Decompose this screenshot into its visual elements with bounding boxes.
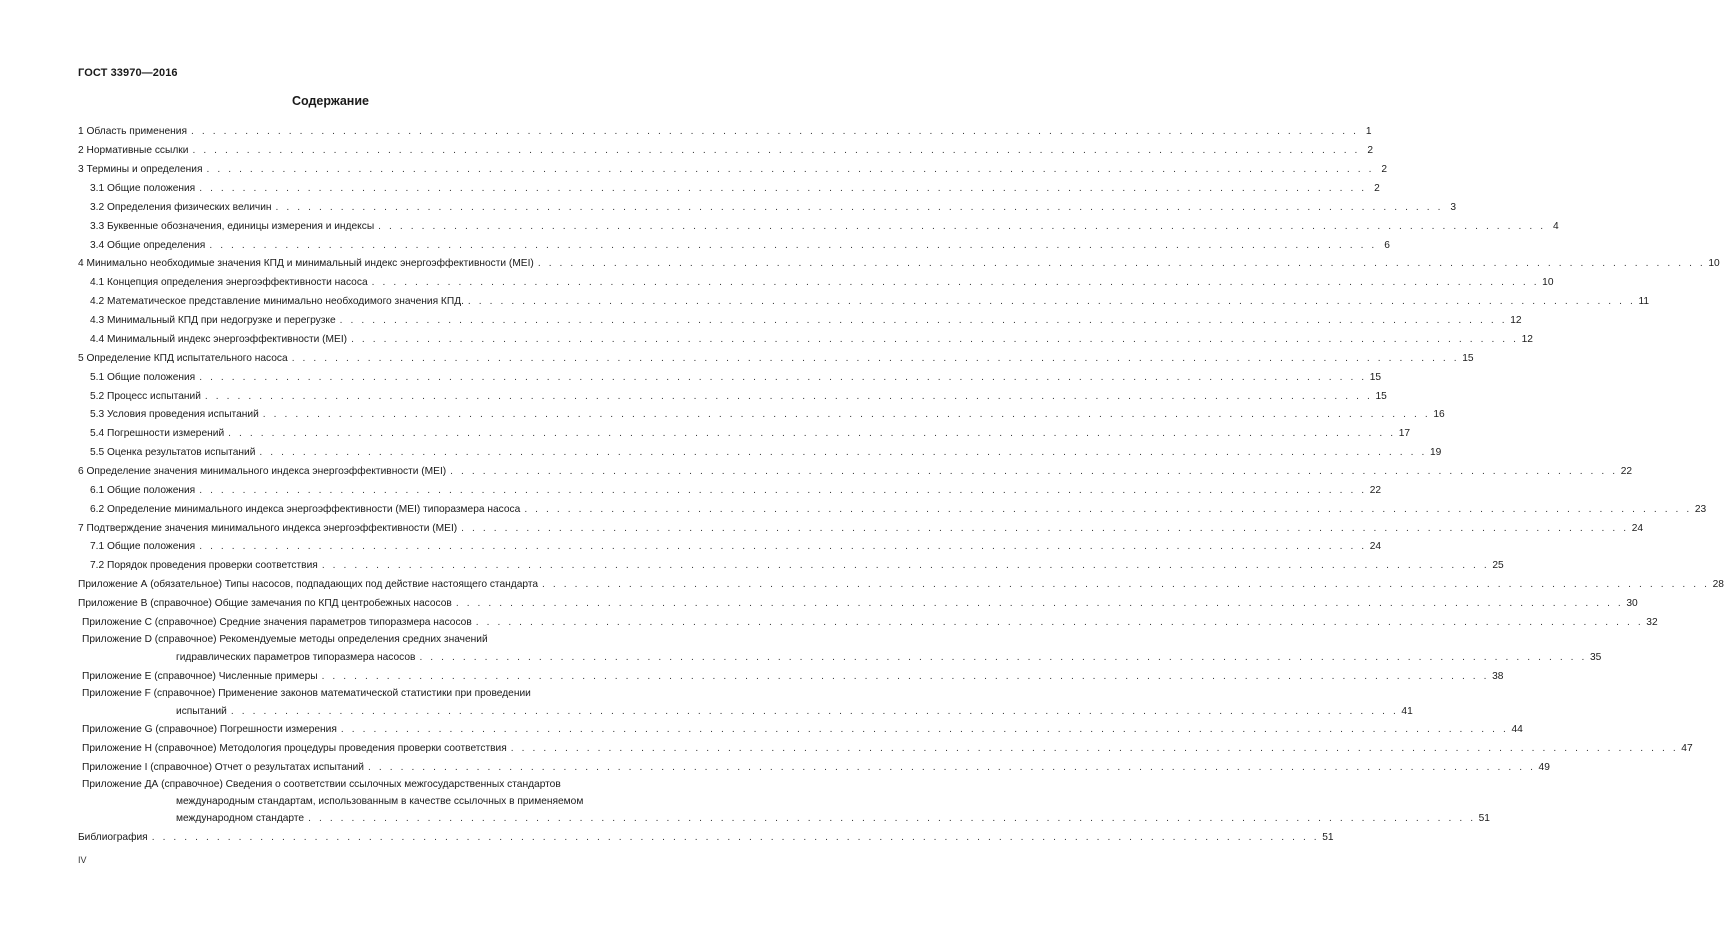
toc-entry-1[interactable]: 1 Область применения . . . . . . . . . . . . . . . . . . . . . . . . . . . . . . . . . . . . . . . . . . . . . . . . . . . . . . . . . . . . . . . . . . . . . . . . . . . . . . . . . . . . . . . . . . . . . . . . . . . . . . . . . . . . 1 [78,126,1372,137]
toc-entry-5-1[interactable]: 5.1 Общие положения . . . . . . . . . . . . . . . . . . . . . . . . . . . . . . . . . . . . . . . . . . . . . . . . . . . . . . . . . . . . . . . . . . . . . . . . . . . . . . . . . . . . . . . . . . . . . . . . . . . . . . . . . . . . 15 [90,372,1382,383]
toc-entry-6[interactable]: 6 Определение значения минимального индекса энергоэффективности (MEI) . . . . . . . . . . . . . . . . . . . . . . . . . . . . . . . . . . . . . . . . . . . . . . . . . . . . . . . . . . . . . . . . . . . . . . . . . . . . . . . . . . . . . . . . . . . . . . . . . . . . . . . . . . . . 22 [78,466,1633,477]
page-number: IV [78,855,87,865]
toc-entry-6-1[interactable]: 6.1 Общие положения . . . . . . . . . . . . . . . . . . . . . . . . . . . . . . . . . . . . . . . . . . . . . . . . . . . . . . . . . . . . . . . . . . . . . . . . . . . . . . . . . . . . . . . . . . . . . . . . . . . . . . . . . . . . 22 [90,485,1382,496]
toc-entry-7[interactable]: 7 Подтверждение значения минимального индекса энергоэффективности (MEI) . . . . . . . . . . . . . . . . . . . . . . . . . . . . . . . . . . . . . . . . . . . . . . . . . . . . . . . . . . . . . . . . . . . . . . . . . . . . . . . . . . . . . . . . . . . . . . . . . . . . . . . . . . . . 24 [78,523,1644,534]
toc-entry-appendix-f[interactable]: испытаний . . . . . . . . . . . . . . . . . . . . . . . . . . . . . . . . . . . . . . . . . . . . . . . . . . . . . . . . . . . . . . . . . . . . . . . . . . . . . . . . . . . . . . . . . . . . . . . . . . . . . . . . . . . . 41 [176,706,1413,717]
toc-entry-4-2[interactable]: 4.2 Математическое представление минимально необходимого значения КПД. . . . . . . . . . . . . . . . . . . . . . . . . . . . . . . . . . . . . . . . . . . . . . . . . . . . . . . . . . . . . . . . . . . . . . . . . . . . . . . . . . . . . . . . . . . . . . . . . . . . . . . . . . . . . 11 [90,296,1650,307]
page-title: Содержание [291,94,369,108]
toc-entry-appendix-f-line1[interactable]: Приложение F (справочное) Применение законов математической статистики при проведении [82,688,531,699]
toc-entry-3-3[interactable]: 3.3 Буквенные обозначения, единицы измерения и индексы . . . . . . . . . . . . . . . . . . . . . . . . . . . . . . . . . . . . . . . . . . . . . . . . . . . . . . . . . . . . . . . . . . . . . . . . . . . . . . . . . . . . . . . . . . . . . . . . . . . . . . . . . . . . 4 [90,221,1559,232]
toc-entry-appendix-i[interactable]: Приложение I (справочное) Отчет о результатах испытаний . . . . . . . . . . . . . . . . . . . . . . . . . . . . . . . . . . . . . . . . . . . . . . . . . . . . . . . . . . . . . . . . . . . . . . . . . . . . . . . . . . . . . . . . . . . . . . . . . . . . . . . . . . . . 49 [82,762,1550,773]
toc-entry-3[interactable]: 3 Термины и определения . . . . . . . . . . . . . . . . . . . . . . . . . . . . . . . . . . . . . . . . . . . . . . . . . . . . . . . . . . . . . . . . . . . . . . . . . . . . . . . . . . . . . . . . . . . . . . . . . . . . . . . . . . . . 2 [78,164,1388,175]
toc-entry-appendix-da-line2[interactable]: международным стандартам, использованным в качестве ссылочных в применяемом [176,796,584,807]
toc-entry-4-4[interactable]: 4.4 Минимальный индекс энергоэффективности (MEI) . . . . . . . . . . . . . . . . . . . . . . . . . . . . . . . . . . . . . . . . . . . . . . . . . . . . . . . . . . . . . . . . . . . . . . . . . . . . . . . . . . . . . . . . . . . . . . . . . . . . . . . . . . . . 12 [90,334,1533,345]
toc-entry-2[interactable]: 2 Нормативные ссылки . . . . . . . . . . . . . . . . . . . . . . . . . . . . . . . . . . . . . . . . . . . . . . . . . . . . . . . . . . . . . . . . . . . . . . . . . . . . . . . . . . . . . . . . . . . . . . . . . . . . . . . . . . . . 2 [78,145,1373,156]
toc-entry-3-1[interactable]: 3.1 Общие положения . . . . . . . . . . . . . . . . . . . . . . . . . . . . . . . . . . . . . . . . . . . . . . . . . . . . . . . . . . . . . . . . . . . . . . . . . . . . . . . . . . . . . . . . . . . . . . . . . . . . . . . . . . . . 2 [90,183,1380,194]
toc-entry-appendix-b[interactable]: Приложение В (справочное) Общие замечания по КПД центробежных насосов . . . . . . . . . . . . . . . . . . . . . . . . . . . . . . . . . . . . . . . . . . . . . . . . . . . . . . . . . . . . . . . . . . . . . . . . . . . . . . . . . . . . . . . . . . . . . . . . . . . . . . . . . . . . 30 [78,598,1638,609]
document-code: ГОСТ 33970—2016 [78,67,178,79]
toc-entry-7-1[interactable]: 7.1 Общие положения . . . . . . . . . . . . . . . . . . . . . . . . . . . . . . . . . . . . . . . . . . . . . . . . . . . . . . . . . . . . . . . . . . . . . . . . . . . . . . . . . . . . . . . . . . . . . . . . . . . . . . . . . . . . 24 [90,541,1382,552]
toc-entry-4-1[interactable]: 4.1 Концепция определения энергоэффективности насоса . . . . . . . . . . . . . . . . . . . . . . . . . . . . . . . . . . . . . . . . . . . . . . . . . . . . . . . . . . . . . . . . . . . . . . . . . . . . . . . . . . . . . . . . . . . . . . . . . . . . . . . . . . . . 10 [90,277,1554,288]
toc-entry-appendix-a[interactable]: Приложение А (обязательное) Типы насосов, подпадающих под действие настоящего стандарта . . . . . . . . . . . . . . . . . . . . . . . . . . . . . . . . . . . . . . . . . . . . . . . . . . . . . . . . . . . . . . . . . . . . . . . . . . . . . . . . . . . . . . . . . . . . . . . . . . . . . . . . . . . . 28 [78,579,1724,590]
toc-entry-4[interactable]: 4 Минимально необходимые значения КПД и минимальный индекс энергоэффективности (MEI) . . . . . . . . . . . . . . . . . . . . . . . . . . . . . . . . . . . . . . . . . . . . . . . . . . . . . . . . . . . . . . . . . . . . . . . . . . . . . . . . . . . . . . . . . . . . . . . . . . . . . . . . . . . . 10 [78,258,1720,269]
toc-entry-appendix-h[interactable]: Приложение H (справочное) Методология процедуры проведения проверки соответствия . . . . . . . . . . . . . . . . . . . . . . . . . . . . . . . . . . . . . . . . . . . . . . . . . . . . . . . . . . . . . . . . . . . . . . . . . . . . . . . . . . . . . . . . . . . . . . . . . . . . . . . . . . . . 47 [82,743,1693,754]
toc-entry-3-4[interactable]: 3.4 Общие определения . . . . . . . . . . . . . . . . . . . . . . . . . . . . . . . . . . . . . . . . . . . . . . . . . . . . . . . . . . . . . . . . . . . . . . . . . . . . . . . . . . . . . . . . . . . . . . . . . . . . . . . . . . . . 6 [90,240,1390,251]
toc-entry-appendix-da-line1[interactable]: Приложение ДА (справочное) Сведения о соответствии ссылочных межгосударственных стандартов [82,779,561,790]
toc-entry-appendix-e[interactable]: Приложение Е (справочное) Численные примеры . . . . . . . . . . . . . . . . . . . . . . . . . . . . . . . . . . . . . . . . . . . . . . . . . . . . . . . . . . . . . . . . . . . . . . . . . . . . . . . . . . . . . . . . . . . . . . . . . . . . . . . . . . . . 38 [82,671,1504,682]
toc-entry-6-2[interactable]: 6.2 Определение минимального индекса энергоэффективности (MEI) типоразмера насоса . . . . . . . . . . . . . . . . . . . . . . . . . . . . . . . . . . . . . . . . . . . . . . . . . . . . . . . . . . . . . . . . . . . . . . . . . . . . . . . . . . . . . . . . . . . . . . . . . . . . . . . . . . . . 23 [90,504,1707,515]
toc-entry-7-2[interactable]: 7.2 Порядок проведения проверки соответствия . . . . . . . . . . . . . . . . . . . . . . . . . . . . . . . . . . . . . . . . . . . . . . . . . . . . . . . . . . . . . . . . . . . . . . . . . . . . . . . . . . . . . . . . . . . . . . . . . . . . . . . . . . . . 25 [90,560,1504,571]
toc-entry-3-2[interactable]: 3.2 Определения физических величин . . . . . . . . . . . . . . . . . . . . . . . . . . . . . . . . . . . . . . . . . . . . . . . . . . . . . . . . . . . . . . . . . . . . . . . . . . . . . . . . . . . . . . . . . . . . . . . . . . . . . . . . . . . . 3 [90,202,1457,213]
toc-entry-bibliography[interactable]: Библиография . . . . . . . . . . . . . . . . . . . . . . . . . . . . . . . . . . . . . . . . . . . . . . . . . . . . . . . . . . . . . . . . . . . . . . . . . . . . . . . . . . . . . . . . . . . . . . . . . . . . . . . . . . . . 51 [78,832,1334,843]
toc-entry-5-4[interactable]: 5.4 Погрешности измерений . . . . . . . . . . . . . . . . . . . . . . . . . . . . . . . . . . . . . . . . . . . . . . . . . . . . . . . . . . . . . . . . . . . . . . . . . . . . . . . . . . . . . . . . . . . . . . . . . . . . . . . . . . . . 17 [90,428,1411,439]
toc-entry-appendix-g[interactable]: Приложение G (справочное) Погрешности измерения . . . . . . . . . . . . . . . . . . . . . . . . . . . . . . . . . . . . . . . . . . . . . . . . . . . . . . . . . . . . . . . . . . . . . . . . . . . . . . . . . . . . . . . . . . . . . . . . . . . . . . . . . . . . 44 [82,724,1523,735]
toc-entry-appendix-d-line1[interactable]: Приложение D (справочное) Рекомендуемые методы определения средних значений [82,634,488,645]
toc-entry-appendix-c[interactable]: Приложение С (справочное) Средние значения параметров типоразмера насосов . . . . . . . . . . . . . . . . . . . . . . . . . . . . . . . . . . . . . . . . . . . . . . . . . . . . . . . . . . . . . . . . . . . . . . . . . . . . . . . . . . . . . . . . . . . . . . . . . . . . . . . . . . . . 32 [82,617,1658,628]
toc-entry-5[interactable]: 5 Определение КПД испытательного насоса . . . . . . . . . . . . . . . . . . . . . . . . . . . . . . . . . . . . . . . . . . . . . . . . . . . . . . . . . . . . . . . . . . . . . . . . . . . . . . . . . . . . . . . . . . . . . . . . . . . . . . . . . . . . 15 [78,353,1474,364]
toc-entry-5-2[interactable]: 5.2 Процесс испытаний . . . . . . . . . . . . . . . . . . . . . . . . . . . . . . . . . . . . . . . . . . . . . . . . . . . . . . . . . . . . . . . . . . . . . . . . . . . . . . . . . . . . . . . . . . . . . . . . . . . . . . . . . . . . 15 [90,391,1387,402]
toc-entry-5-3[interactable]: 5.3 Условия проведения испытаний . . . . . . . . . . . . . . . . . . . . . . . . . . . . . . . . . . . . . . . . . . . . . . . . . . . . . . . . . . . . . . . . . . . . . . . . . . . . . . . . . . . . . . . . . . . . . . . . . . . . . . . . . . . . 16 [90,409,1445,420]
toc-entry-4-3[interactable]: 4.3 Минимальный КПД при недогрузке и перегрузке . . . . . . . . . . . . . . . . . . . . . . . . . . . . . . . . . . . . . . . . . . . . . . . . . . . . . . . . . . . . . . . . . . . . . . . . . . . . . . . . . . . . . . . . . . . . . . . . . . . . . . . . . . . . 12 [90,315,1522,326]
toc-entry-appendix-da[interactable]: международном стандарте . . . . . . . . . . . . . . . . . . . . . . . . . . . . . . . . . . . . . . . . . . . . . . . . . . . . . . . . . . . . . . . . . . . . . . . . . . . . . . . . . . . . . . . . . . . . . . . . . . . . . . . . . . . . 51 [176,813,1490,824]
toc-entry-appendix-d[interactable]: гидравлических параметров типоразмера насосов . . . . . . . . . . . . . . . . . . . . . . . . . . . . . . . . . . . . . . . . . . . . . . . . . . . . . . . . . . . . . . . . . . . . . . . . . . . . . . . . . . . . . . . . . . . . . . . . . . . . . . . . . . . . 35 [176,652,1602,663]
toc-entry-5-5[interactable]: 5.5 Оценка результатов испытаний . . . . . . . . . . . . . . . . . . . . . . . . . . . . . . . . . . . . . . . . . . . . . . . . . . . . . . . . . . . . . . . . . . . . . . . . . . . . . . . . . . . . . . . . . . . . . . . . . . . . . . . . . . . . 19 [90,447,1442,458]
